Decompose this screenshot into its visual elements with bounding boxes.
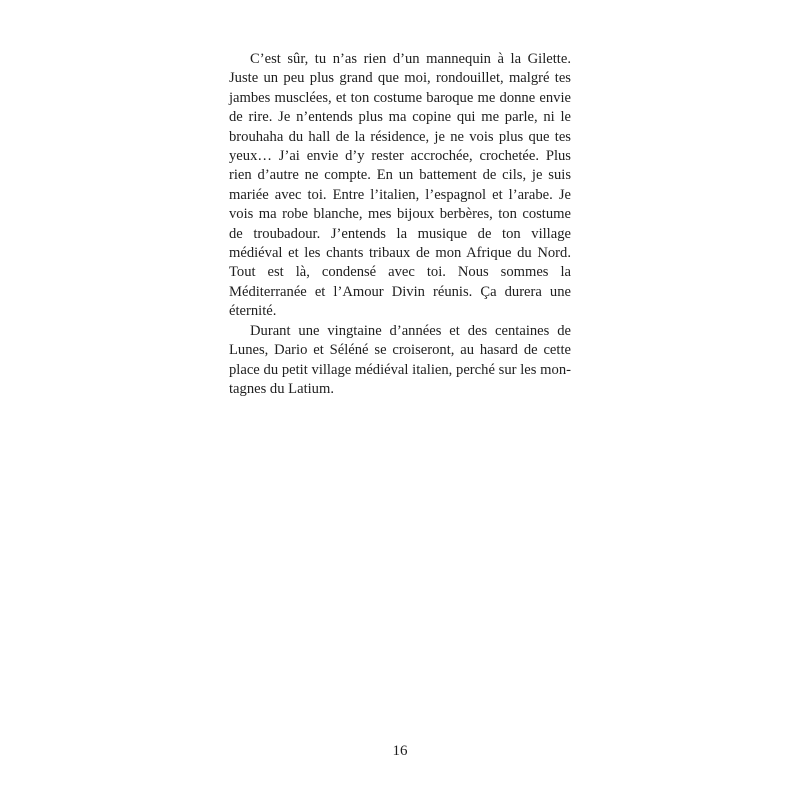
paragraph-1: C’est sûr, tu n’as rien d’un mannequin à la Gilette. Juste un peu plus grand que moi, rondouillet, malgré tes jambes musclées, et ton costume baroque me donne envie de rire. Je n’entends plus ma copine qui me parle, ni le brouhaha du hall de la résidence, je ne vois plus que tes yeux… J’ai envie d’y rester accrochée, crochetée. Plus rien d’autre ne compte. En un battement de cils, je suis mariée avec toi. Entre l’italien, l’espagnol et l’arabe. Je vois ma robe blanche, mes bijoux berbères, ton costume de troubadour. J’entends la musique de ton village médiéval et les chants tribaux de mon Afrique du Nord. Tout est là, condensé avec toi. Nous sommes la Méditerranée et l’Amour Divin réunis. Ça durera une éternité.	[229, 51, 571, 320]
paragraph-2: Durant une vingtaine d’années et des centaines de Lunes, Dario et Séléné se croiseront, au hasard de cette place du petit village médiéval italien, perché sur les montagnes du Latium.	[229, 322, 571, 397]
body-text	[229, 50, 571, 399]
page-number: 16	[392, 743, 408, 759]
